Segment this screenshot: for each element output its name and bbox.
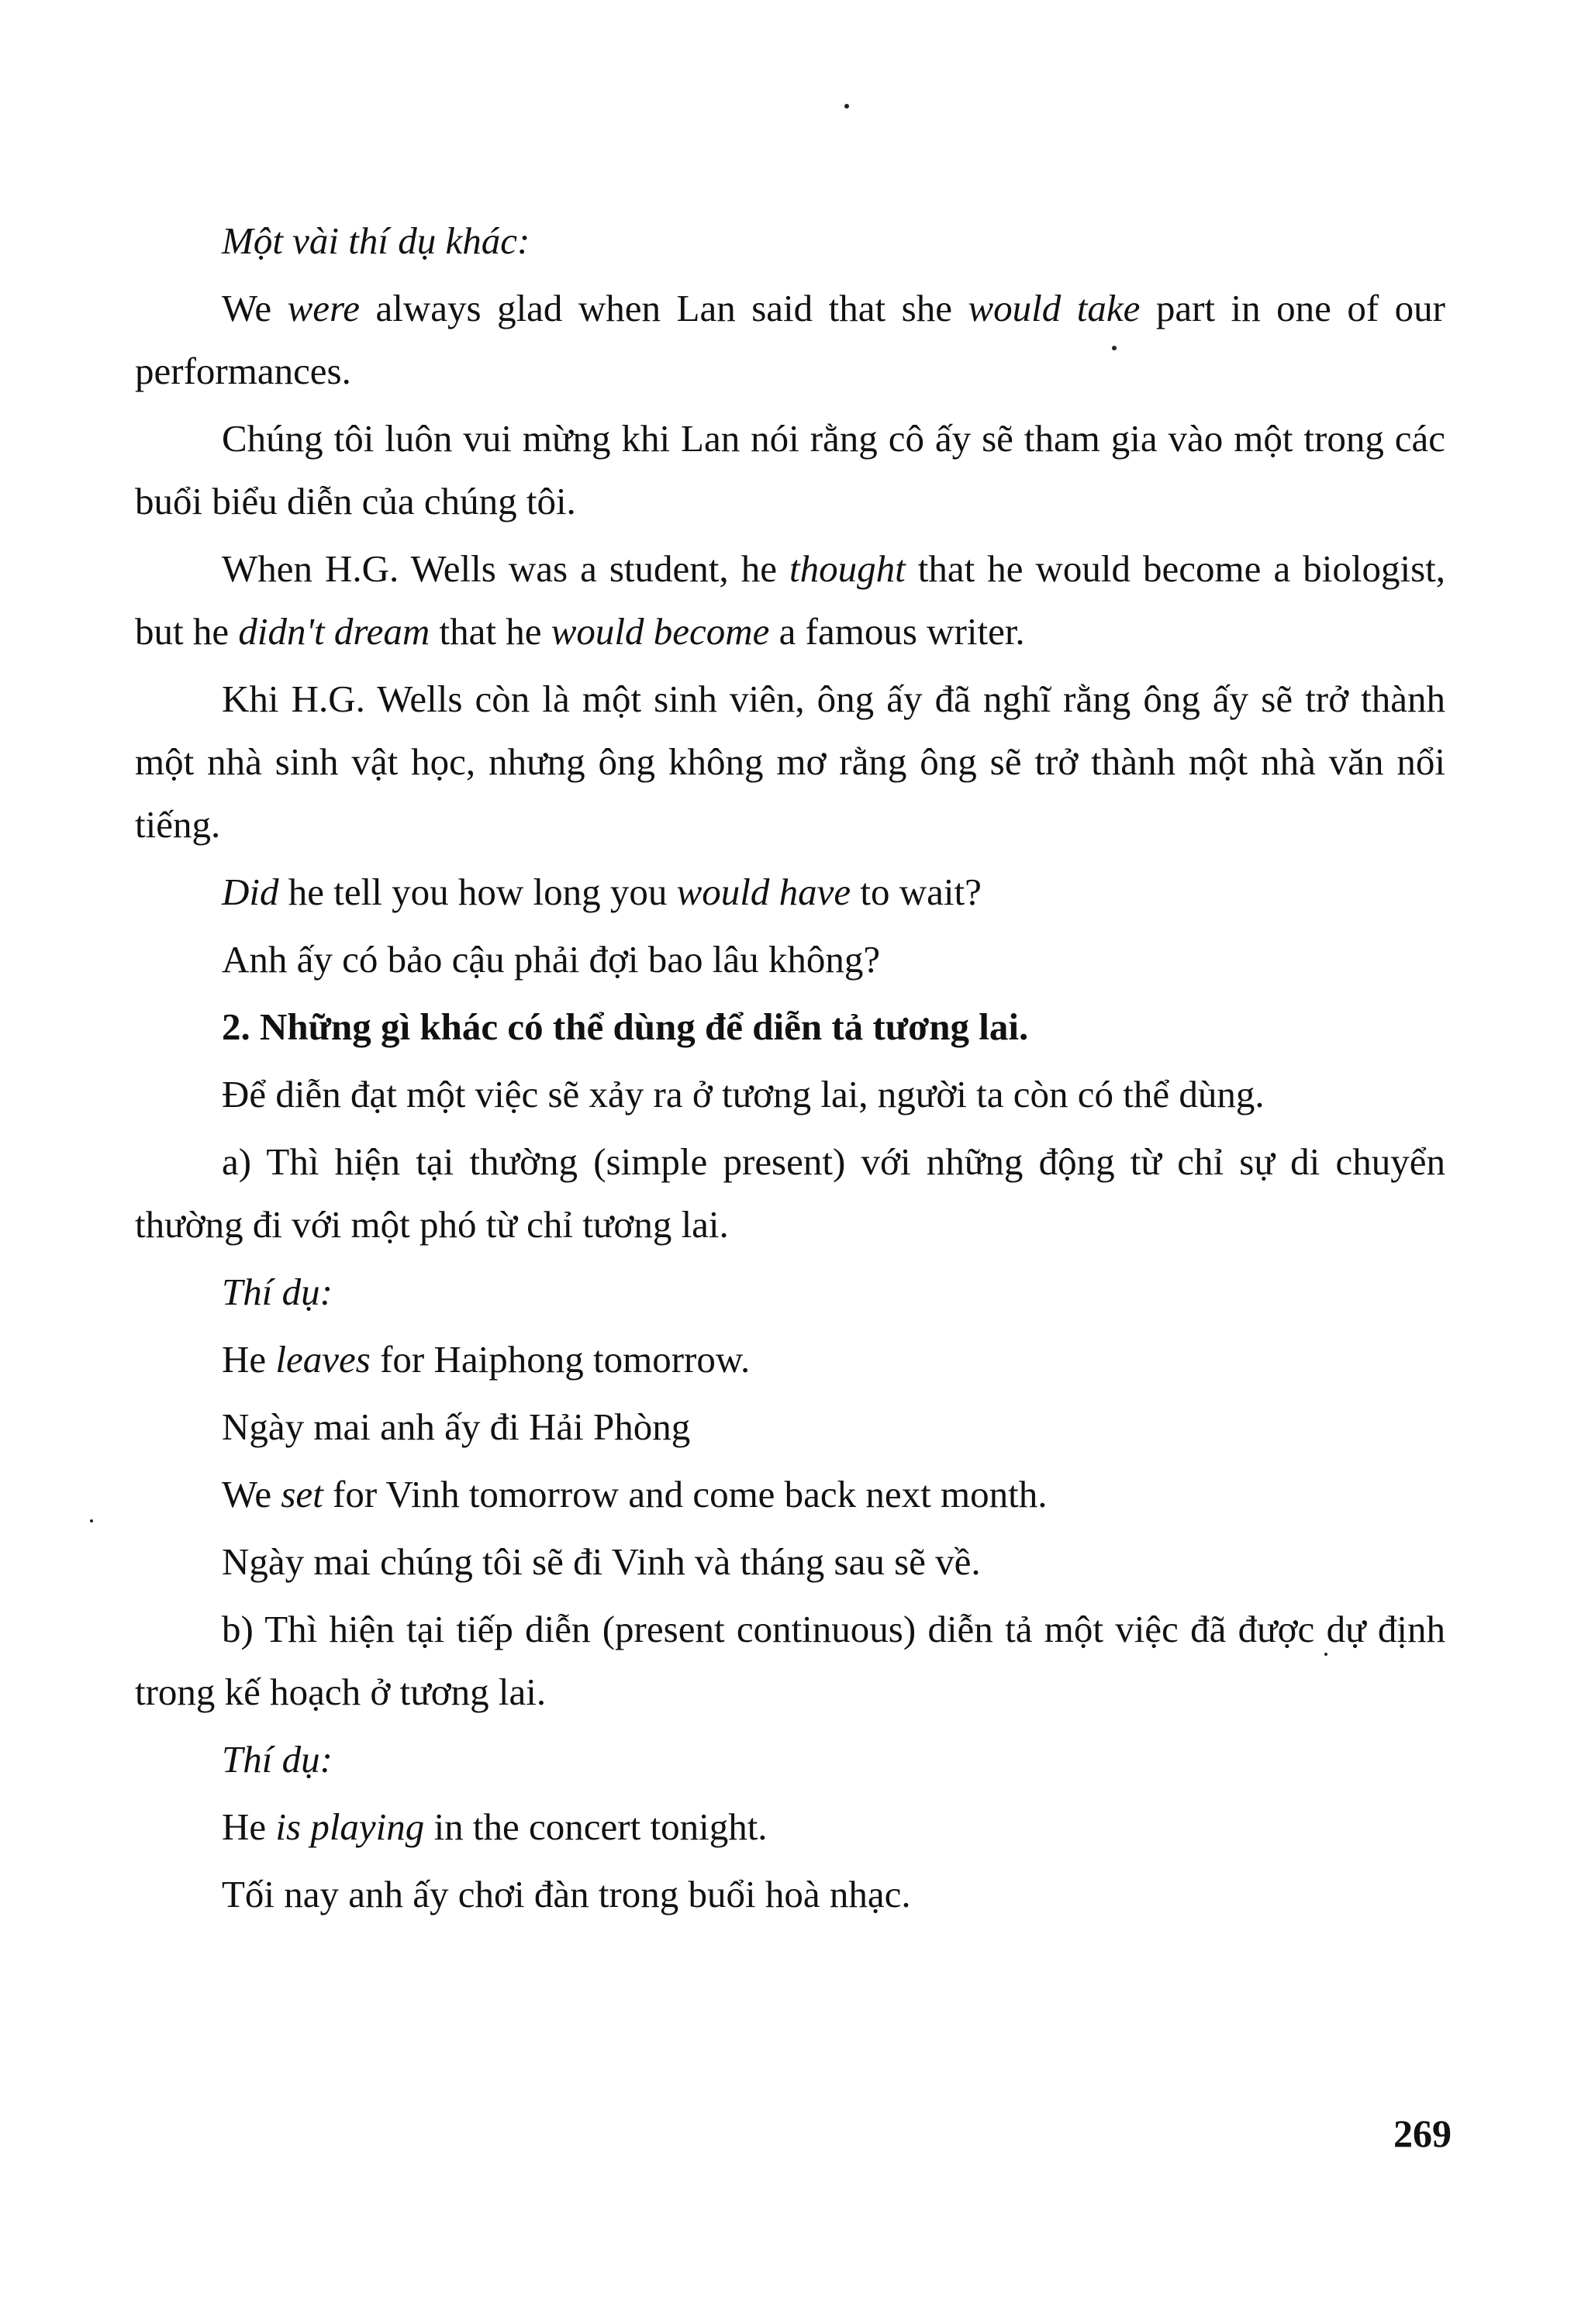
- part-a-example-1-vietnamese: Ngày mai anh ấy đi Hải Phòng: [222, 1405, 691, 1448]
- example-2-vietnamese: Khi H.G. Wells còn là một sinh viên, ông ấy đã nghĩ rằng ông ấy sẽ trở thành một nhà sinh vật học, nhưng ông không mơ rằng ông sẽ trở thành một nhà văn nổi tiếng.: [135, 678, 1445, 846]
- section-2-heading: 2. Những gì khác có thể dùng để diễn tả tương lai.: [222, 1005, 1029, 1048]
- scan-speck: [1112, 346, 1117, 350]
- part-a-example-1-english: He leaves for Haiphong tomorrow.: [222, 1338, 751, 1381]
- page-body: [135, 209, 1445, 1926]
- example-2-english: When H.G. Wells was a student, he thought that he would become a biologist, but he didn't dream that he would become a famous writer.: [135, 547, 1445, 653]
- example-3-english: Did he tell you how long you would have to wait?: [222, 871, 982, 913]
- part-a-example-2-vietnamese: Ngày mai chúng tôi sẽ đi Vinh và tháng sau sẽ về.: [222, 1540, 981, 1583]
- part-a-example-2-english: We set for Vinh tomorrow and come back next month.: [222, 1473, 1048, 1515]
- scan-speck: [90, 1519, 93, 1522]
- page-number: 269: [1393, 2112, 1452, 2155]
- part-a-example-label: Thí dụ:: [222, 1271, 333, 1313]
- part-b-example-label: Thí dụ:: [222, 1738, 333, 1781]
- scan-speck: [1324, 1653, 1327, 1656]
- section-2-intro: Để diễn đạt một việc sẽ xảy ra ở tương lai, người ta còn có thể dùng.: [222, 1073, 1265, 1115]
- part-b-description: b) Thì hiện tại tiếp diễn (present continuous) diễn tả một việc đã được dự định trong kế hoạch ở tương lai.: [135, 1608, 1445, 1713]
- example-1-vietnamese: Chúng tôi luôn vui mừng khi Lan nói rằng cô ấy sẽ tham gia vào một trong các buổi biểu diễn của chúng tôi.: [135, 417, 1445, 522]
- part-b-example-1-english: He is playing in the concert tonight.: [222, 1805, 768, 1848]
- part-a-description: a) Thì hiện tại thường (simple present) với những động từ chỉ sự di chuyển thường đi với một phó từ chỉ tương lai.: [135, 1140, 1445, 1246]
- example-3-vietnamese: Anh ấy có bảo cậu phải đợi bao lâu không?: [222, 938, 881, 981]
- example-1-english: We were always glad when Lan said that she would take part in one of our performances.: [135, 287, 1445, 392]
- examples-heading: Một vài thí dụ khác:: [222, 219, 530, 262]
- scan-speck: [844, 104, 849, 109]
- part-b-example-1-vietnamese: Tối nay anh ấy chơi đàn trong buổi hoà nhạc.: [222, 1873, 911, 1915]
